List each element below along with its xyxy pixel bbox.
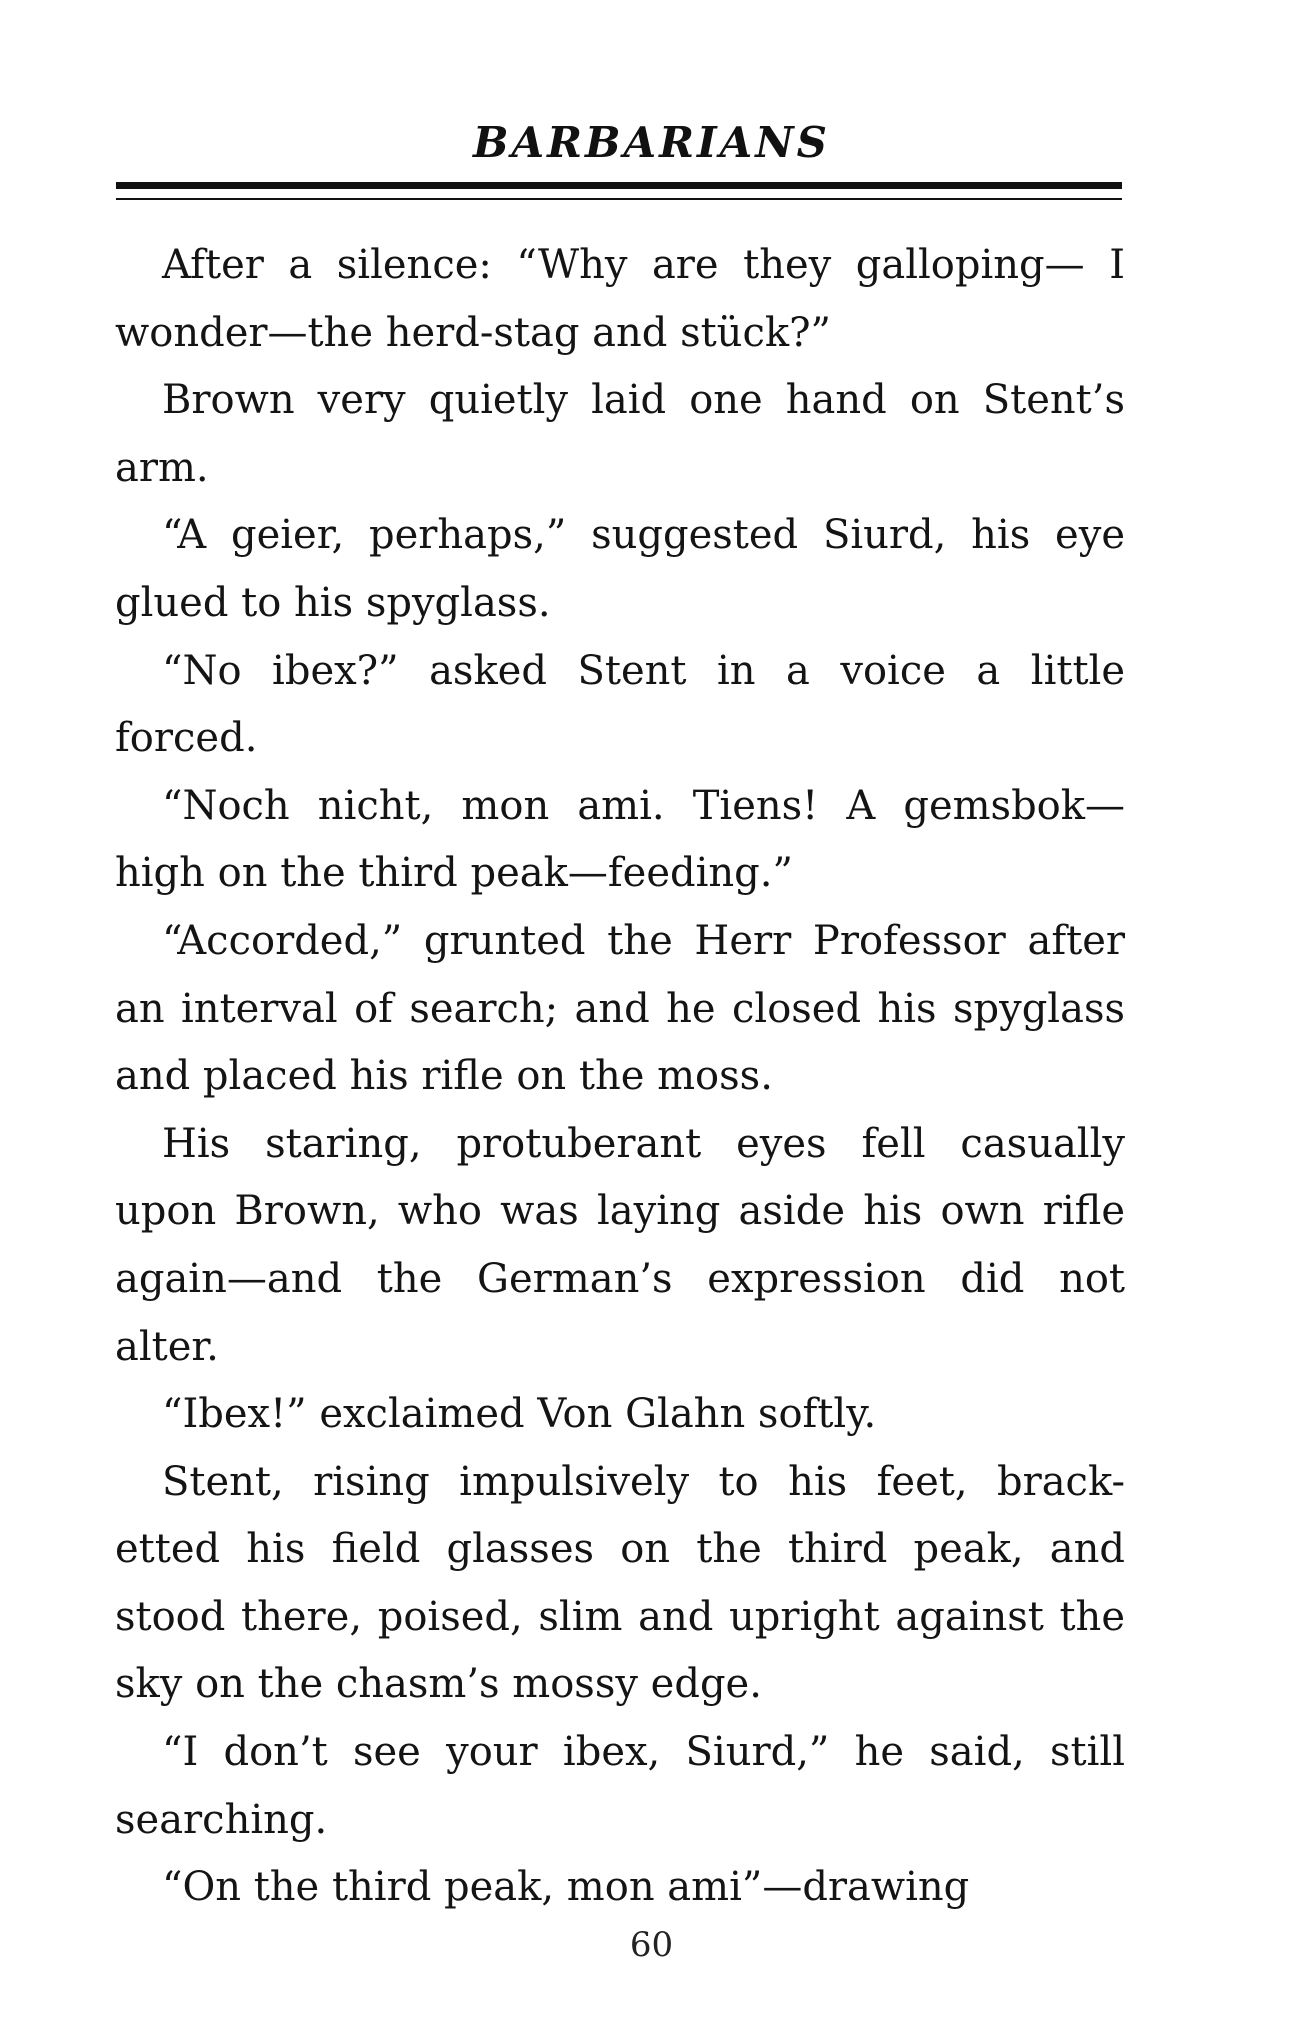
paragraph: “No ibex?” asked Stent in a voice a little forced. xyxy=(115,647,1125,762)
running-title: BARBARIANS xyxy=(473,118,830,167)
paragraph: His staring, protuberant eyes fell casually upon Brown, who was laying aside his own rifle again—and the German’s expression did not alter. xyxy=(115,1120,1125,1370)
paragraph: “On the third peak, mon ami”—drawing xyxy=(162,1864,970,1911)
header-rule-thin xyxy=(116,198,1122,200)
paragraph: “Noch nicht, mon ami. Tiens! A gemsbok— high on the third peak—feeding.” xyxy=(115,782,1125,897)
header-rule-thick xyxy=(116,182,1122,189)
page-number: 60 xyxy=(629,1925,674,1965)
paragraph: After a silence: “Why are they galloping— I wonder—the herd-stag and stück?” xyxy=(115,242,1125,356)
paragraph: Stent, rising impulsively to his feet, brack- etted his field glasses on the third peak, and stood there, poised, slim and upright against the sky on the chasm’s mossy edge. xyxy=(115,1458,1125,1708)
paragraph: “Accorded,” grunted the Herr Professor after an interval of search; and he closed his spyglass and placed his rifle on the moss. xyxy=(115,917,1125,1100)
body-text xyxy=(115,232,1125,1922)
paragraph: “A geier, perhaps,” suggested Siurd, his eye glued to his spyglass. xyxy=(115,512,1125,626)
paragraph: “Ibex!” exclaimed Von Glahn softly. xyxy=(162,1391,877,1438)
paragraph: “I don’t see your ibex, Siurd,” he said, still searching. xyxy=(115,1729,1125,1843)
paragraph: Brown very quietly laid one hand on Stent’s arm. xyxy=(115,377,1125,491)
